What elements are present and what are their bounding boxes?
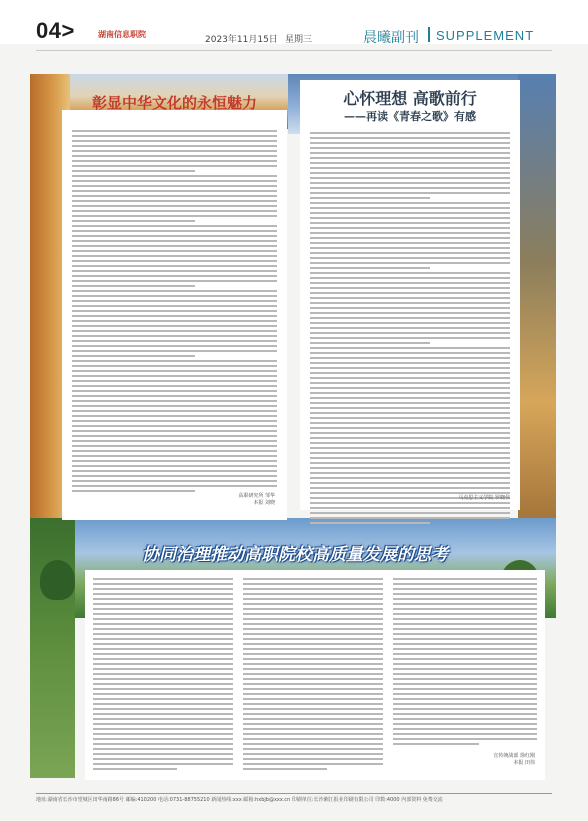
article-right-byline: 马克思主义学院 罗晓伟 [458,495,510,501]
article-bottom-col1 [93,578,233,773]
autumn-field-image [518,74,556,544]
issue-date: 2023年11月15日 [205,35,278,45]
article-bottom-col2 [243,578,383,773]
article-right-title: 心怀理想 高歌前行 [343,89,477,108]
article-left [62,94,287,520]
article-bottom-col3 [393,578,537,748]
article-right-body [310,132,510,527]
section-supplement: SUPPLEMENT [436,28,535,43]
article-bottom-byline: 宣传统战部 徐红刚 本报 田伟 [493,753,535,766]
page-header [0,0,588,44]
header-rule [36,50,552,51]
article-right-subtitle: ——再读《青春之歌》有感 [344,110,476,123]
footer-info: 地址:湖南省长沙市望城区田华南路86号 邮编:410200 电话:0731-88755210 新闻热线:xxx 邮箱:hxbjb@xxx.cn 印刷单位:长沙湘江报业印刷有限公司 印数:4000 内部资料 免费交流 [36,797,443,803]
article-bottom-title: 协同治理推动高职院校高质量发展的思考 [142,545,448,565]
issue-weekday: 星期三 [285,35,313,45]
section-title: 晨曦副刊 [363,30,419,46]
article-left-title: 彰显中华文化的永恒魅力 [91,94,257,112]
article-left-body [72,130,277,495]
article-bottom [85,570,545,780]
article-right [300,80,520,510]
article-left-byline: 高职研究所 邹华 本报 刘晓 [238,493,275,506]
tree-shape [40,560,75,600]
page-number: 04> [36,18,75,43]
footer-rule [36,793,552,794]
paper-name: 湖南信息职院 [98,30,146,39]
header-divider [428,27,430,42]
